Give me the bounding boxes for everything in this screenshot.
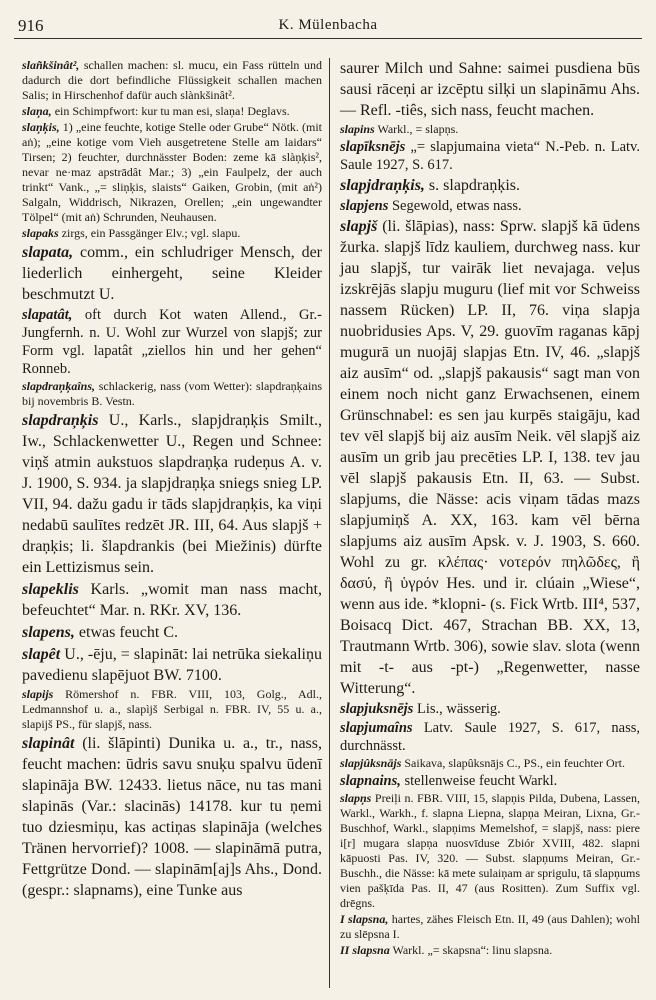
dictionary-entry <box>22 579 322 621</box>
entry-text: schallen machen: sl. mucu, ein Fass rütteln und dadurch die dort befindliche Flüssigkeit schallen machen Salis; in Hirschenhof dafür auch slànkšinât². <box>22 58 322 102</box>
left-column <box>22 58 322 901</box>
dictionary-entry <box>340 138 640 174</box>
dictionary-entry <box>340 772 640 790</box>
entry-headword: slapņs <box>340 791 372 805</box>
dictionary-entry <box>340 122 640 137</box>
dictionary-entry <box>22 306 322 378</box>
entry-text: Segewold, etwas nass. <box>388 198 522 214</box>
entry-text: Karls. „womit man nass macht, befeuchtet“ Mar. n. RKr. XV, 136. <box>22 581 322 619</box>
dictionary-entry <box>340 719 640 755</box>
dictionary-entry <box>340 791 640 911</box>
entry-headword: slapinât <box>22 735 75 752</box>
dictionary-entry <box>22 622 322 643</box>
entry-text: oft durch Kot waten Allend., Gr.-Jungfernh. n. U. Wohl zur Wurzel von slapjš; zur Form vgl. lapatât „ziellos hin und her gehen“ Ronneb. <box>22 307 322 377</box>
dictionary-entry <box>22 120 322 225</box>
entry-text: saurer Milch und Sahne: saimei pusdiena būs sausi rāceņi ar izcēptu silķi un slapināmu Ahs. — Refl. -tiês, sich nass, feucht machen. <box>340 60 640 119</box>
entry-text: Saikava, slapûksnājs C., PS., ein feuchter Ort. <box>401 756 625 770</box>
entry-headword: slaņa, <box>22 104 52 118</box>
entry-headword: slapnains, <box>340 773 401 789</box>
dictionary-entry <box>340 912 640 942</box>
dictionary-entry <box>340 700 640 718</box>
entry-text: U., Karls., slapjdraņķis Smilt., Iw., Schlackenwetter U., Regen und Schnee: viņš atmin aukstuos slapdraņķa rudeņus A. v. J. 1900, S. 934. ja slapjdraņķa sniegs snieg LP. VII, 94. dažu gadu ir tāds slapjdraņķis, ka viņi nedabū saulītes redzēt JR. III, 64. Aus slapjš + draņķis; li. šlapdrankis (bei Miežinis) dürfte ein Lettizismus sein. <box>22 412 322 576</box>
entry-text: Römershof n. FBR. VIII, 103, Golg., Adl., Ledmannshof u. a., slapìjš Serbigal n. FBR. IV, 55 u. a., slapijš PS., für slapjš, nass. <box>22 687 322 731</box>
entry-text: „= slapjumaina vieta“ N.-Peb. n. Latv. Saule 1927, S. 617. <box>340 139 640 173</box>
entry-headword: II slapsna <box>340 943 390 957</box>
entry-text: Preiļi n. FBR. VIII, 15, slapņis Pilda, Dubena, Lassen, Warkl., Warkh., f. slapna Liepna, slapņa Meiran, Lixna, Gr.-Buschhof, Warkl., slapņims Memelshof, = slapjš, nass: piere i[r] mugara slapņa nuosvīduse Zbiór XVIII, 482. slapni kāpuosti Pas. IV, 320. — Subst. slapņums Meiran, Gr.-Buschh., die Nässe: kā mete sulaiņam ar sprigulu, tā slapņums vien pašķīda Pas. II, 47 (aus Rositten). Zum Suffix vgl. drēgns. <box>340 791 640 910</box>
dictionary-entry <box>340 216 640 699</box>
dictionary-entry <box>22 58 322 103</box>
entry-headword: slapjûksnājs <box>340 756 402 770</box>
entry-headword: slapeklis <box>22 581 79 598</box>
entry-headword: slapins <box>340 122 375 136</box>
entry-headword: slapata, <box>22 244 74 261</box>
entry-text: etwas feucht C. <box>74 624 178 641</box>
entry-text: s. slapdraņķis. <box>424 177 521 194</box>
entry-headword: slapjens <box>340 198 389 214</box>
dictionary-entry <box>340 58 640 121</box>
entry-text: hartes, zähes Fleisch Etn. II, 49 (aus Dahlen); wohl zu slēpsna I. <box>340 912 640 941</box>
right-column <box>340 58 640 958</box>
entry-text: comm., ein schludriger Mensch, der liederlich einhergeht, seine Kleider beschmutzt U. <box>22 244 322 303</box>
dictionary-entry <box>340 756 640 771</box>
entry-text: Lis., wässerig. <box>413 701 501 717</box>
entry-headword: slapijs <box>22 687 54 701</box>
column-divider <box>329 58 330 988</box>
entry-headword: slapjuksnējs <box>340 701 414 717</box>
entry-text: (li. šlāpinti) Dunika u. a., tr., nass, feucht machen: ūdris savu snuķu spalvu ūdenī slapināja BW. 12433. lietus nāce, nu tas mani slapinās (Var.: slacinās) 14178. kur tu ņemi tuo dziesmiņu, kas actiņas slapināja (welches Tränen hervorrief)? 1008. — slapināmā putra, Fettgrütze Dond. — slapinām[aj]s Ahs., Dond. (gespr.: slapnams), eine Tunke aus <box>22 735 322 899</box>
entry-text: 1) „eine feuchte, kotige Stelle oder Grube“ Nötk. (mit aṅ); „eine kotige vom Vieh ausgetretene Stelle am laidars“ Tirsen; 2) feuchter, durchnässter Boden: zeme kā slàņķis², nevar ne·maz apstrādât Mar.; 3) „ein Faulpelz, der auch trinkt“ Vank., „= sliņķis, slaists“ Gaiken, Grobin, (mit aṅ²) Salgaln, Widdrisch, Nikrazen, Orellen; „ein ungewandter Tölpel“ (mit aṅ) Schrunden, Neuhausen. <box>22 120 322 224</box>
dictionary-entry <box>340 175 640 196</box>
entry-text: (li. šlāpias), nass: Sprw. slapjš kā ūdens žurka. slapjš līdz kauliem, durchweg nass. kur jau slapjš, tur vairāk liet nevajaga. veļus izskrējās slapju muguru (lief mit vor Schweiss nassem Rücken) LP. II, 76. viņa slapja nuobridusies Aps. V, 29. guovīm raganas kāpj mugurā un nuojāj slapjas Etn. IV, 46. „slapjš aiz ausīm“ od. „slapjš pakausis“ sagt man von einem noch nicht ganz Erwachsenen, einem Grünschnabel: es sen jau kurpēs staigāju, kad tev vēl slapjš bij aiz ausīm Neik. vēl slapjš aiz ausīm un grib jau precēties LP. I, 138. tev jau vēl slapjš pakausis Etn. II, 63. — Subst. slapjums, die Nässe: acis viņam tādas mazs slapjumiņš A. XX, 163. kam vēl bērna slapjums aiz ausīm Apsk. v. J. 1903, S. 660. Wohl zu gr. κλέπας· νοτερόν πηλῶδες, ἢ δασύ, ἢ ὑγρόν Hes. und ir. clúain „Wiese“, wenn aus ide. *klopni- (s. Fick Wrtb. III⁴, 537, Boisacq Dict. 467, Strachan BB. XX, 13, Trautmann Wrtb. 306), sowie slav. slota (wenn mit -t- aus -pt-) „Regenwetter, nasse Witterung“. <box>340 218 640 697</box>
dictionary-entry <box>340 943 640 958</box>
entry-text: Warkl. „= skapsna“: linu slapsna. <box>389 943 553 957</box>
page-number: 916 <box>18 16 44 35</box>
entry-headword: slapaks <box>22 226 59 240</box>
entry-headword: I slapsna, <box>340 912 389 926</box>
page-header <box>14 14 642 39</box>
entry-text: Latv. Saule 1927, S. 617, nass, durchnässt. <box>340 720 640 754</box>
entry-headword: slapjdraņķis, <box>340 177 425 194</box>
entry-text: stellenweise feucht Warkl. <box>400 773 558 789</box>
dictionary-entry <box>22 104 322 119</box>
entry-text: U., -ēju, = slapināt: lai netrūka siekaliņu pavedienu slapējuot BW. 7100. <box>22 646 322 684</box>
entry-headword: slapdraņķaîns, <box>22 379 96 393</box>
dictionary-entry <box>22 242 322 305</box>
entry-headword: slapīksnējs <box>340 139 406 155</box>
dictionary-entry <box>22 687 322 732</box>
entry-headword: slapdraņķis <box>22 412 99 429</box>
entry-headword: slapjš <box>340 218 378 235</box>
entry-text: Warkl., = slapņs. <box>374 122 459 136</box>
dictionary-entry <box>22 733 322 901</box>
entry-text: ein Schimpfwort: kur tu man esi, slaņa! Deglavs. <box>51 104 290 118</box>
entry-headword: slapens, <box>22 624 75 641</box>
dictionary-entry <box>22 226 322 241</box>
entry-headword: slapjumaîns <box>340 720 413 736</box>
entry-text: zirgs, ein Passgänger Elv.; vgl. slapu. <box>58 226 241 240</box>
running-title: K. Mülenbacha <box>278 17 378 33</box>
entry-headword: slapatât, <box>22 307 73 323</box>
dictionary-entry <box>340 197 640 215</box>
dictionary-entry <box>22 379 322 409</box>
entry-headword: slapêt <box>22 646 61 663</box>
entry-headword: slaņķis, <box>22 120 60 134</box>
dictionary-entry <box>22 644 322 686</box>
entry-text: schlackerig, nass (vom Wetter): slapdraņķains bij novembris B. Vestn. <box>22 379 322 408</box>
entry-headword: slañkšinât², <box>22 58 80 72</box>
dictionary-entry <box>22 410 322 578</box>
